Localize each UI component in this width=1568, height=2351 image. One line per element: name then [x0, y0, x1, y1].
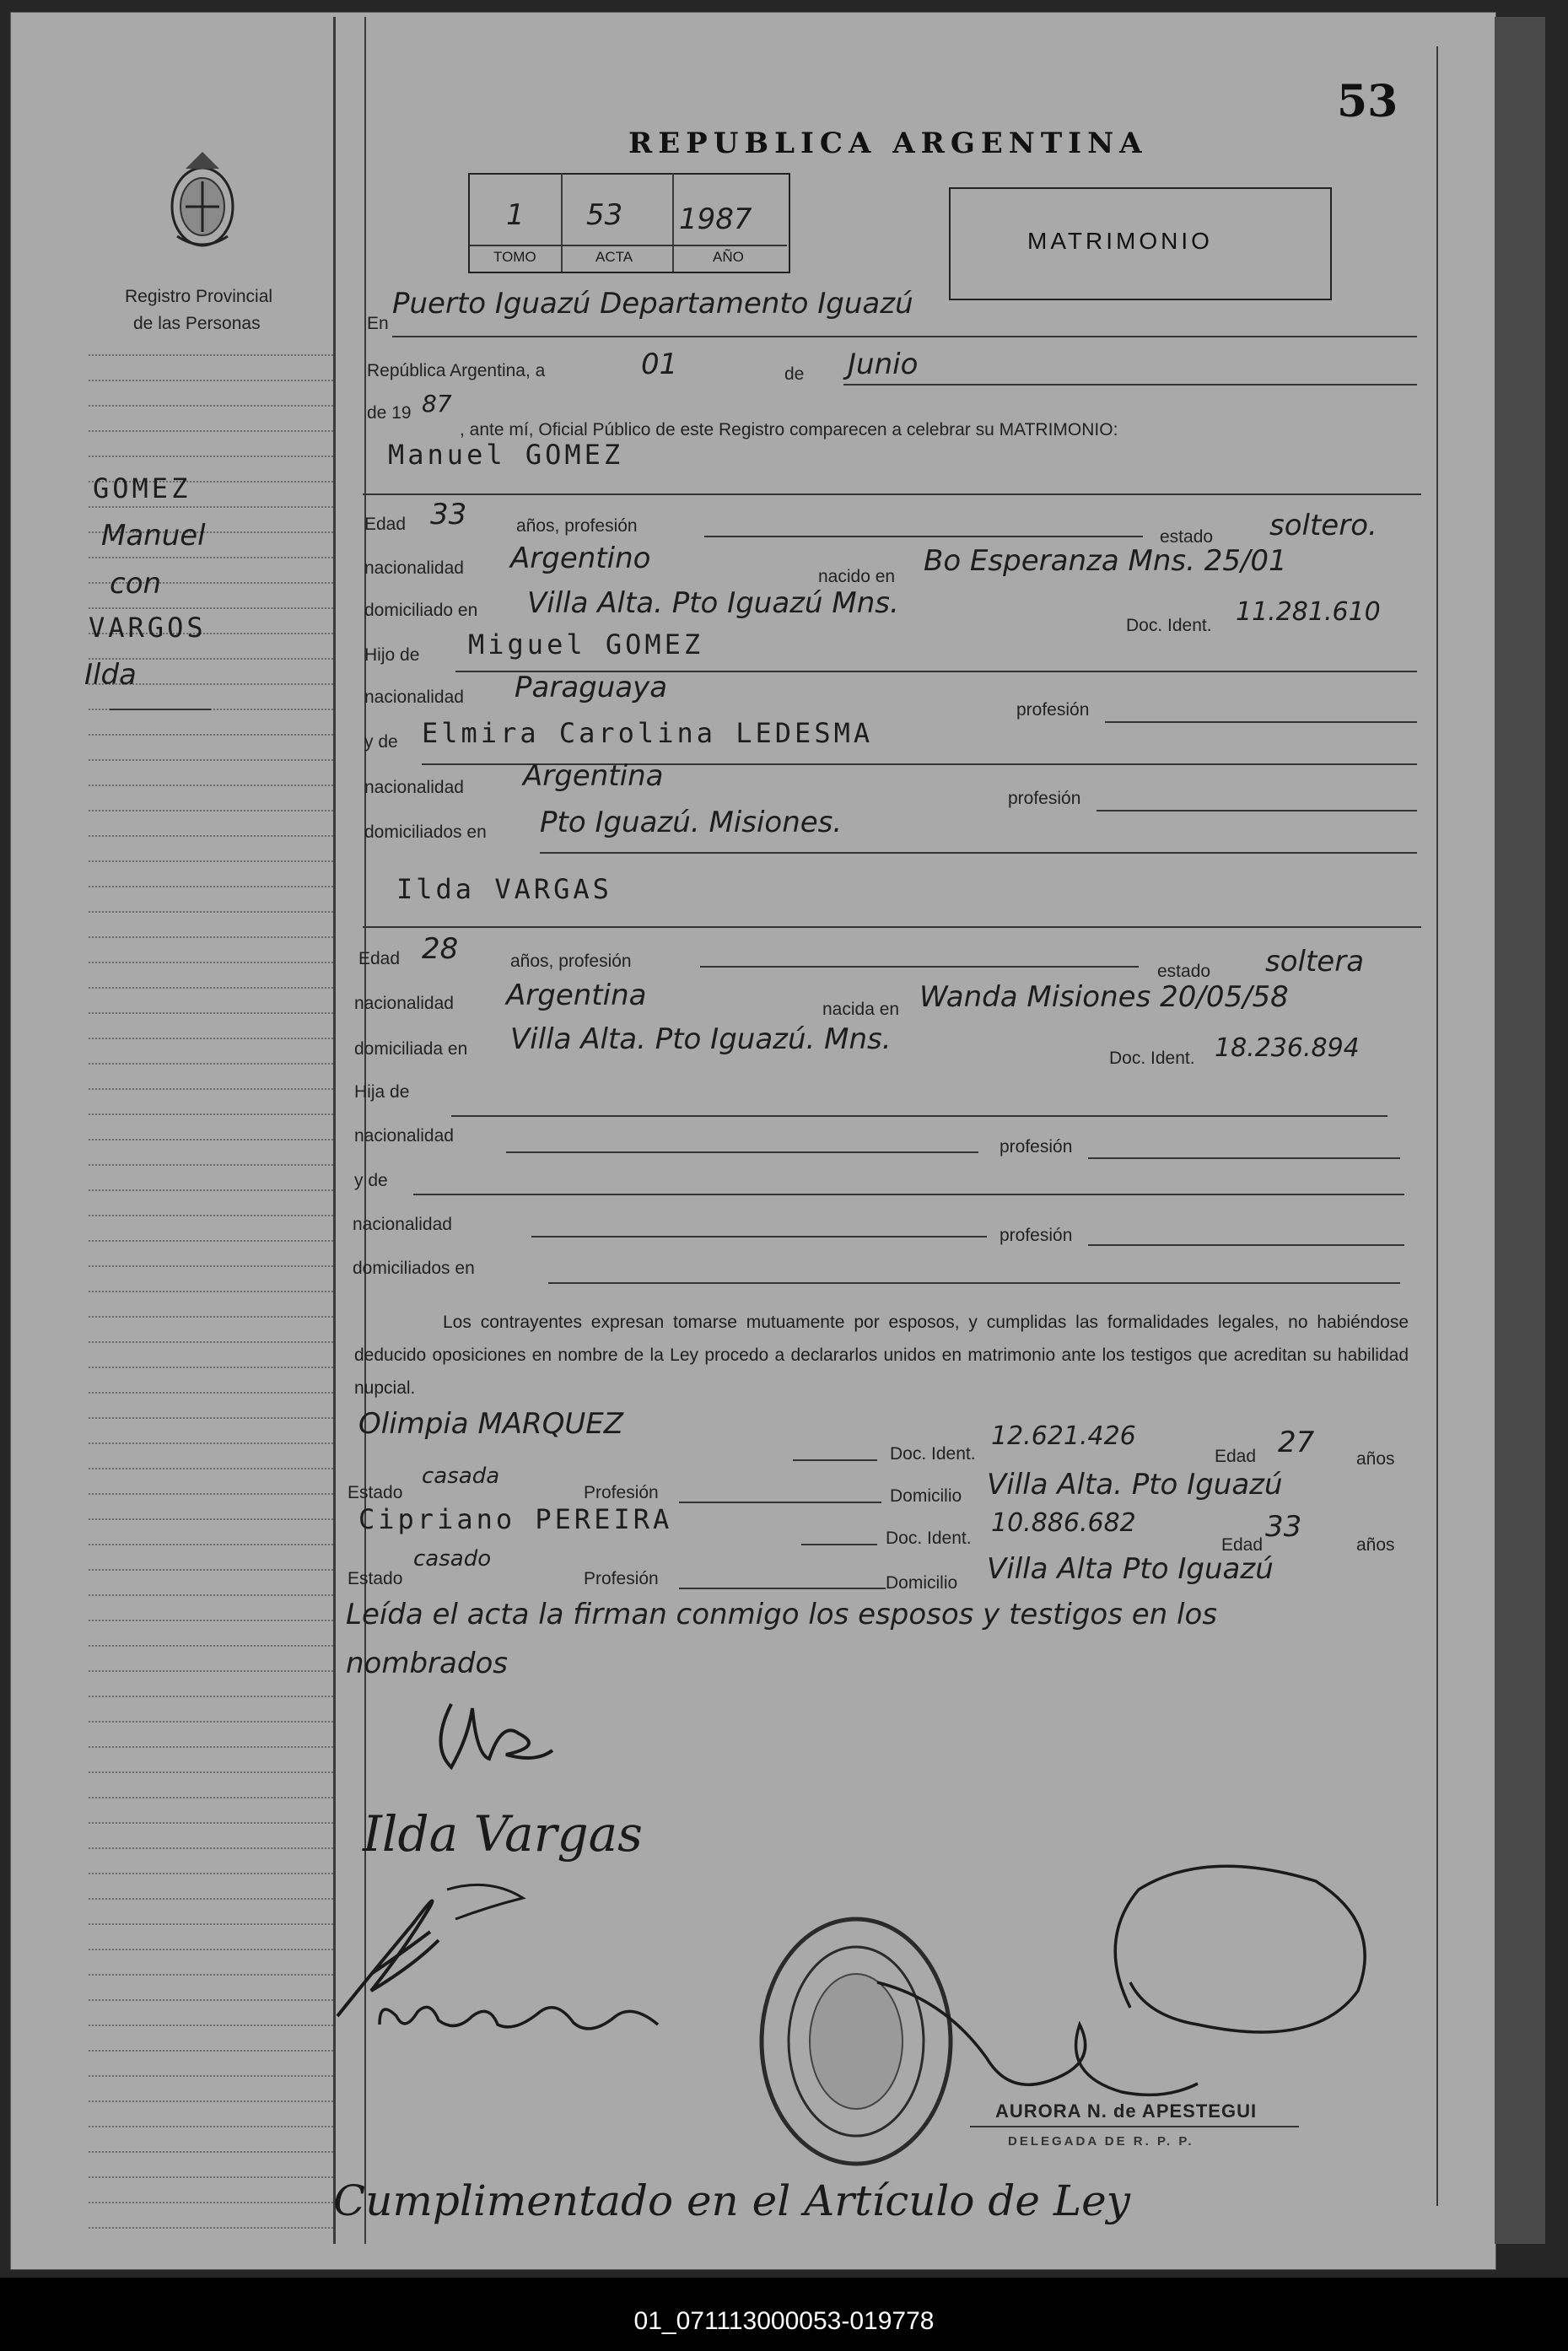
bride-parents-dom-label: domiciliados en [353, 1259, 475, 1278]
ruled-line [89, 1949, 333, 1951]
ruled-line [89, 810, 333, 812]
republica-label: República Argentina, a [367, 361, 546, 380]
bride-dom: Villa Alta. Pto Iguazú. Mns. [510, 1022, 892, 1056]
signature-groom [426, 1687, 561, 1780]
mother-prof-line [1097, 810, 1417, 812]
ruled-line [89, 1746, 333, 1749]
witness2-doc-label: Doc. Ident. [886, 1529, 972, 1548]
father-prof-label: profesión [1016, 700, 1090, 720]
ruled-line [89, 835, 333, 838]
book-edge [1495, 17, 1545, 2244]
groom-mother: Elmira Carolina LEDESMA [422, 717, 874, 749]
witness1-estado-label: Estado [348, 1483, 403, 1502]
registry-name-line2: de las Personas [133, 314, 261, 333]
ruled-line [89, 430, 333, 433]
parents-dom-line [540, 852, 1417, 854]
year-label: de 19 [367, 403, 412, 423]
margin-note-3: con [110, 567, 162, 601]
ruled-line [89, 785, 333, 787]
margin-note-5: Ilda [84, 658, 137, 692]
bride-mother-nac-label: nacionalidad [354, 1126, 454, 1146]
final-note: Cumplimentado en el Artículo de Ley [333, 2176, 1130, 2225]
margin-note-4: VARGOS [89, 612, 207, 644]
groom-estado: soltero. [1269, 509, 1377, 542]
month-value: Junio [848, 348, 919, 381]
mother-nac: Argentina [523, 759, 664, 793]
witness1-age: 27 [1278, 1426, 1315, 1459]
witness2-anos-label: años [1356, 1535, 1395, 1555]
nacida-label: nacida en [822, 1000, 900, 1019]
groom-nac: Argentino [510, 542, 651, 575]
ruled-line [89, 1240, 333, 1243]
ruled-line [89, 1392, 333, 1394]
ruled-line [89, 1594, 333, 1597]
witness2-prof-label: Profesión [584, 1569, 659, 1588]
bride-prof2-label: profesión [1000, 1137, 1073, 1157]
groom-prof-line [704, 536, 1143, 537]
witness2-name: Cipriano PEREIRA [358, 1503, 673, 1535]
tomo-caption: TOMO [493, 249, 536, 265]
ruled-line [89, 2025, 333, 2027]
witness2-prof-line [679, 1588, 886, 1589]
ruled-line [89, 860, 333, 863]
official-name-line [970, 2126, 1299, 2127]
ruled-line [89, 405, 333, 407]
ruled-line [89, 2151, 333, 2154]
ruled-line [89, 936, 333, 939]
y-de-label: y de [364, 732, 398, 752]
bride-age: 28 [422, 932, 459, 966]
ruled-line [89, 759, 333, 762]
ruled-line [89, 1417, 333, 1420]
day-value: 01 [641, 348, 678, 381]
place-line [392, 336, 1417, 337]
de-label: de [784, 364, 805, 384]
bride-edad-label: Edad [358, 949, 401, 968]
ruled-line [89, 1493, 333, 1496]
bride-name-line [363, 926, 1421, 928]
ruled-line [89, 1265, 333, 1268]
box-divider-2 [672, 173, 674, 272]
ruled-line [89, 1215, 333, 1217]
ruled-line [89, 1291, 333, 1293]
father-nac-label: nacionalidad [364, 688, 464, 707]
witness2-edad-label: Edad [1221, 1535, 1264, 1555]
ruled-line [89, 1518, 333, 1521]
groom-doc: 11.281.610 [1236, 597, 1381, 627]
edad-label: Edad [364, 515, 407, 534]
bride-y-de-label: y de [354, 1171, 388, 1190]
ruled-line [89, 1088, 333, 1091]
ruled-line [89, 1316, 333, 1318]
witness1-name: Olimpia MARQUEZ [358, 1407, 624, 1441]
bride-parents-dom-line [548, 1282, 1400, 1284]
ruled-line [89, 456, 333, 458]
witness1-prof-line [679, 1502, 881, 1503]
place-value: Puerto Iguazú Departamento Iguazú [392, 287, 913, 321]
ruled-line [89, 1113, 333, 1116]
ruled-line [89, 1139, 333, 1141]
margin-note-2: Manuel [101, 519, 206, 553]
witness1-line [793, 1459, 877, 1461]
official-name: AURORA N. de APESTEGUI [995, 2100, 1258, 2122]
ruled-line [89, 962, 333, 964]
registry-name-line1: Registro Provincial [125, 287, 273, 306]
witness2-line [801, 1544, 877, 1545]
ruled-line [89, 380, 333, 382]
coat-of-arms-icon [160, 143, 245, 257]
ruled-line [89, 1847, 333, 1850]
ruled-line [89, 1189, 333, 1192]
matrimonio-title: MATRIMONIO [1027, 228, 1213, 254]
ruled-line [89, 2050, 333, 2052]
ante-text: , ante mí, Oficial Público de este Registro comparecen a celebrar su MATRIMONIO: [460, 420, 1118, 439]
ruled-line [89, 607, 333, 610]
ruled-line [89, 1771, 333, 1774]
bride-prof-line [700, 966, 1139, 968]
bride-estado: soltera [1265, 945, 1365, 979]
anio-value: 1987 [679, 202, 752, 236]
estado-label: estado [1160, 527, 1214, 547]
ruled-line [89, 2176, 333, 2179]
witness1-dom-label: Domicilio [890, 1486, 962, 1506]
official-signature [843, 1856, 1392, 2126]
bride-estado-label: estado [1157, 962, 1211, 981]
ruled-line [89, 2075, 333, 2078]
en-label: En [367, 314, 389, 333]
ruled-line [89, 1670, 333, 1673]
footer-code: 01_071113000053-019778 [633, 2307, 935, 2335]
ruled-line [89, 1721, 333, 1723]
ruled-line [89, 1442, 333, 1445]
ruled-line [89, 1341, 333, 1344]
mother-prof-label: profesión [1008, 789, 1081, 808]
bride-prof3-line [1088, 1244, 1404, 1246]
anos-profesion-label: años, profesión [516, 516, 638, 536]
date-line [843, 384, 1417, 386]
acta-caption: ACTA [595, 249, 633, 265]
ruled-line [89, 1038, 333, 1040]
witness1-anos-label: años [1356, 1449, 1395, 1469]
ruled-line [89, 1645, 333, 1647]
nacido-label: nacido en [818, 567, 896, 586]
ruled-line [89, 1974, 333, 1976]
witness1-doc: 12.621.426 [991, 1421, 1136, 1451]
witness2-estado: casado [413, 1546, 492, 1572]
bride-nac2-line [506, 1151, 978, 1153]
bride-nac: Argentina [506, 979, 647, 1012]
ruled-line [89, 2227, 333, 2230]
ruled-line [89, 1012, 333, 1015]
bride-nac3-line [531, 1236, 987, 1238]
ruled-line [89, 987, 333, 989]
parents-dom-label: domiciliados en [364, 822, 487, 842]
groom-name-line [363, 493, 1421, 495]
ruled-line [89, 1923, 333, 1926]
margin-line-right [1436, 46, 1438, 2206]
ruled-line [89, 2100, 333, 2103]
groom-birth: Bo Esperanza Mns. 25/01 [924, 544, 1287, 578]
signature-witness2 [371, 1982, 675, 2050]
anio-caption: AÑO [713, 249, 744, 265]
bride-nac-label: nacionalidad [354, 994, 454, 1013]
bride-yde-line [413, 1194, 1404, 1195]
ruled-line [89, 1873, 333, 1875]
ruled-line [89, 557, 333, 559]
father-nac: Paraguaya [515, 671, 668, 704]
parents-dom: Pto Iguazú. Misiones. [540, 806, 843, 839]
bride-prof3-label: profesión [1000, 1226, 1073, 1245]
bride-doc: 18.236.894 [1215, 1033, 1360, 1063]
witness1-estado: casada [422, 1464, 500, 1489]
bride-anos-label: años, profesión [510, 952, 632, 971]
year-suffix: 87 [422, 390, 452, 418]
ruled-line [89, 1468, 333, 1470]
acta-value: 53 [586, 198, 623, 232]
father-prof-line [1105, 721, 1417, 723]
bride-nac3-label: nacionalidad [353, 1215, 452, 1234]
ruled-line [89, 1696, 333, 1698]
ruled-line [89, 1898, 333, 1901]
hijo-label: Hijo de [364, 645, 420, 665]
groom-dom: Villa Alta. Pto Iguazú Mns. [527, 586, 899, 620]
witness1-edad-label: Edad [1215, 1447, 1257, 1466]
ruled-line [89, 734, 333, 736]
bride-name: Ilda VARGAS [396, 873, 612, 905]
hija-label: Hija de [354, 1082, 410, 1102]
witness1-dom: Villa Alta. Pto Iguazú [987, 1468, 1283, 1502]
ruled-line [89, 506, 333, 509]
ruled-line [89, 1569, 333, 1572]
official-title: DELEGADA DE R. P. P. [1008, 2134, 1194, 2149]
groom-father: Miguel GOMEZ [468, 628, 704, 661]
witness2-age: 33 [1265, 1510, 1302, 1544]
ruled-line [89, 1999, 333, 2002]
tomo-value: 1 [506, 198, 525, 232]
ruled-line [89, 1367, 333, 1369]
bride-birth: Wanda Misiones 20/05/58 [919, 980, 1289, 1014]
ruled-line [89, 911, 333, 914]
groom-age: 33 [430, 498, 467, 531]
witness1-doc-label: Doc. Ident. [890, 1444, 976, 1464]
witness2-dom-label: Domicilio [886, 1573, 958, 1593]
margin-note-underline [110, 709, 211, 710]
signature-bride: Ilda Vargas [363, 1805, 643, 1863]
ruled-line [89, 1544, 333, 1546]
page-number: 53 [1337, 76, 1398, 127]
hija-line [451, 1115, 1387, 1117]
groom-dom-label: domiciliado en [364, 601, 478, 620]
ruled-line [89, 354, 333, 357]
ruled-line [89, 1797, 333, 1799]
groom-nac-label: nacionalidad [364, 558, 464, 578]
ruled-line [89, 2126, 333, 2128]
margin-note-1: GOMEZ [93, 472, 191, 504]
box-caption-line [470, 245, 787, 246]
groom-doc-label: Doc. Ident. [1126, 616, 1212, 635]
bride-prof2-line [1088, 1157, 1400, 1159]
ruled-line [89, 886, 333, 888]
groom-name: Manuel GOMEZ [388, 439, 624, 471]
country-title: REPUBLICA ARGENTINA [628, 127, 1148, 160]
bride-doc-label: Doc. Ident. [1109, 1049, 1195, 1068]
witness2-estado-label: Estado [348, 1569, 403, 1588]
ruled-line [89, 1822, 333, 1825]
ruled-line [89, 1164, 333, 1167]
witness2-dom: Villa Alta Pto Iguazú [987, 1552, 1274, 1586]
witness1-prof-label: Profesión [584, 1483, 659, 1502]
statement-text: Los contrayentes expresan tomarse mutuamente por esposos, y cumplidas las formalidades legales, no habiéndose deducido oposiciones en nombre de la Ley procedo a declararlos unidos en matrimonio ante los testigos que acreditan su habilidad nupcial. [354, 1313, 1409, 1398]
witness2-doc: 10.886.682 [991, 1508, 1136, 1538]
closing-note: Leída el acta la firman conmigo los esposos y testigos en los nombrados [346, 1598, 1217, 1680]
ruled-line [89, 1620, 333, 1622]
ruled-line [89, 2202, 333, 2204]
box-divider-1 [561, 173, 563, 272]
mother-nac-label: nacionalidad [364, 778, 464, 797]
bride-dom-label: domiciliada en [354, 1039, 468, 1059]
ruled-line [89, 1063, 333, 1065]
